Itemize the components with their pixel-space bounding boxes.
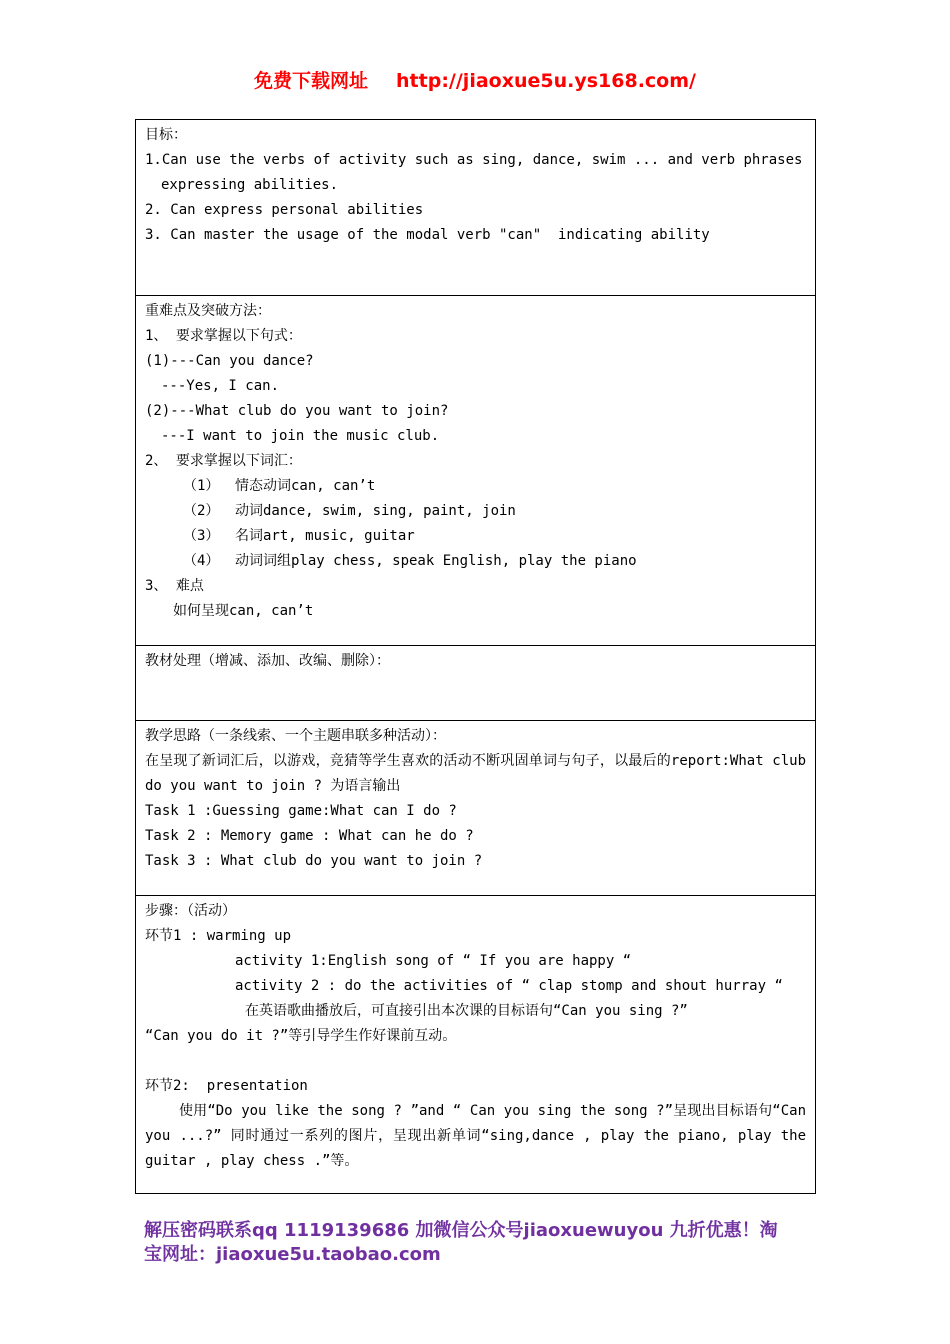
vocabulary-title: 2、 要求掌握以下词汇：: [145, 453, 302, 469]
vocab-item-1-text: 情态动词can, can’t: [235, 478, 376, 494]
materials-section: [136, 646, 815, 721]
free-download-label: 免费下载网址: [254, 70, 369, 92]
goal-item-1-cont: expressing abilities.: [161, 177, 339, 193]
goal-item-1: 1.Can use the verbs of activity such as sing, dance, swim ... and verb phrases: [145, 152, 803, 168]
key-points-section: [136, 296, 815, 646]
materials-title: 教材处理（增减、添加、改编、删除）：: [145, 653, 390, 669]
goals-title: 目标：: [145, 127, 187, 143]
lesson-plan-table: [135, 119, 816, 1194]
footer-promo: 解压密码联系qq 1119139686 加微信公众号jiaoxuewuyou 九折优惠！淘宝网址：jiaoxue5u.taobao.com: [144, 1220, 778, 1265]
download-url-link[interactable]: http://jiaoxue5u.ys168.com/: [396, 70, 696, 92]
sentence-patterns-title: 1、 要求掌握以下句式：: [145, 328, 302, 344]
difficulty-title: 3、 难点: [145, 578, 204, 594]
presentation-text: 使用“Do you like the song ? ”and “ Can you sing the song ?”呈现出目标语句“Can you ...?” 同时通过一系列的图片，呈现出新单词“sing,dance , play the piano, play the guitar , play chess .”等。: [145, 1103, 806, 1169]
activity-2: activity 2 : do the activities of “ clap stomp and shout hurray “: [235, 978, 783, 994]
vocab-item-2-text: 动词dance, swim, sing, paint, join: [235, 503, 516, 519]
vocab-item-1-number: （1）: [183, 478, 220, 494]
teaching-ideas-title: 教学思路（一条线索、一个主题串联多种活动）：: [145, 728, 446, 744]
vocab-item-4: [145, 549, 806, 574]
goal-item-2: 2. Can express personal abilities: [145, 202, 424, 218]
activity-1: activity 1:English song of “ If you are happy “: [235, 953, 632, 969]
goals-section: [136, 120, 815, 296]
task-3: Task 3 : What club do you want to join ?: [145, 853, 483, 869]
vocab-item-4-number: （4）: [183, 553, 220, 569]
stage-1-note-cont: “Can you do it ?”等引导学生作好课前互动。: [145, 1028, 457, 1044]
download-header: [0, 66, 950, 93]
key-points-title: 重难点及突破方法：: [145, 303, 271, 319]
vocab-item-3-text: 名词art, music, guitar: [235, 528, 415, 544]
task-1: Task 1 :Guessing game:What can I do ?: [145, 803, 457, 819]
pattern-1-question: (1)---Can you dance?: [145, 353, 314, 369]
blank-line: [145, 1049, 806, 1074]
pattern-2-answer: ---I want to join the music club.: [161, 428, 440, 444]
stage-1-note: 在英语歌曲播放后，可直接引出本次课的目标语句“Can you sing ?”: [245, 1003, 688, 1019]
goal-item-3: 3. Can master the usage of the modal verb "can" indicating ability: [145, 227, 710, 243]
stage-2-title: 环节2: presentation: [145, 1078, 308, 1094]
pattern-1-answer: ---Yes, I can.: [161, 378, 280, 394]
steps-title: 步骤：（活动）: [145, 903, 236, 919]
task-2: Task 2 : Memory game : What can he do ?: [145, 828, 474, 844]
difficulty-text: 如何呈现can, can’t: [173, 603, 314, 619]
steps-section: [136, 896, 815, 1193]
vocab-item-1: [145, 474, 806, 499]
vocab-item-2: [145, 499, 806, 524]
teaching-ideas-text: 在呈现了新词汇后，以游戏，竞猜等学生喜欢的活动不断巩固单词与句子，以最后的report:What club do you want to join ? 为语言输出: [145, 753, 806, 794]
pattern-2-question: (2)---What club do you want to join?: [145, 403, 449, 419]
vocab-item-3: [145, 524, 806, 549]
vocab-item-2-number: （2）: [183, 503, 220, 519]
teaching-ideas-section: [136, 721, 815, 896]
stage-1-title: 环节1 : warming up: [145, 928, 292, 944]
vocab-item-3-number: （3）: [183, 528, 220, 544]
vocab-item-4-text: 动词词组play chess, speak English, play the piano: [235, 553, 637, 569]
